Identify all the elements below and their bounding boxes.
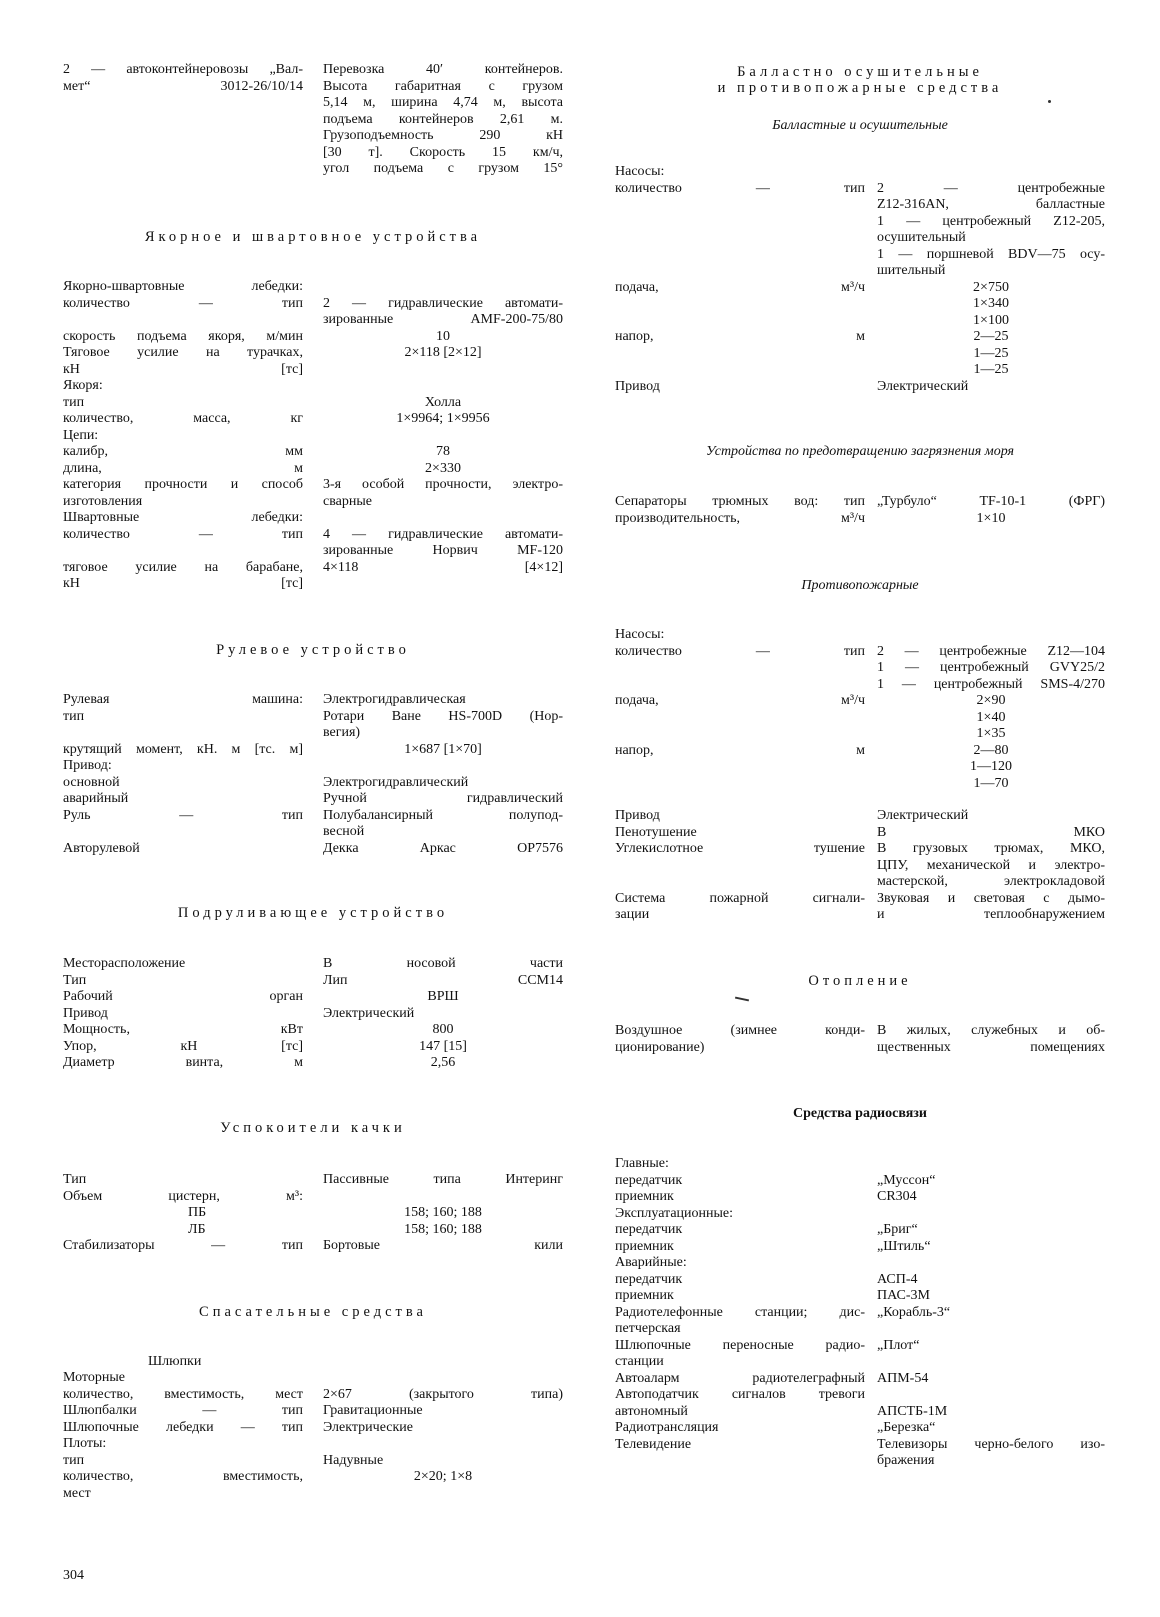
table-row: [63, 461, 563, 478]
table-row: [615, 379, 1105, 396]
row-value: 2×67 (закрытого типа): [323, 1386, 563, 1402]
row-label: Авторулевой: [63, 840, 140, 856]
row-label: Привод: [615, 378, 660, 394]
row-label: Пенотушение: [615, 824, 697, 840]
table-row: [63, 279, 563, 296]
table-row: [63, 378, 563, 395]
row-label: передатчик приемник: [615, 1222, 683, 1254]
row-value: „Муссон“ CR304: [877, 1172, 936, 1204]
row-value: 3-я особой прочности, электро- сварные: [323, 477, 563, 509]
row-value: Электрический: [877, 808, 969, 823]
table-row: [615, 891, 1105, 924]
row-value: Полубалансирный полупод- весной: [323, 807, 563, 839]
row-label: Главные:: [615, 1156, 669, 1171]
page-number: 304: [63, 1568, 84, 1583]
thruster-title: Подруливающее устройство: [177, 905, 449, 921]
table-row: [63, 1039, 563, 1056]
table-row: [615, 627, 1105, 644]
table-row: [63, 428, 563, 445]
row-label: Привод: [615, 808, 660, 823]
row-label: Тип: [63, 972, 87, 988]
row-label: Рабочий орган: [63, 989, 303, 1004]
table-row: [615, 1255, 1105, 1305]
thruster-table: [63, 956, 563, 1072]
steering-table: [63, 692, 563, 857]
row-label: Насосы:: [615, 164, 665, 179]
table-row: [63, 1436, 563, 1453]
row-value: Электрические: [323, 1419, 413, 1435]
row-value: Бортовые кили: [323, 1238, 563, 1253]
table-row: [63, 1172, 563, 1189]
lifesaving-title: Спасательные средства: [199, 1304, 427, 1320]
table-row: [63, 709, 563, 742]
row-value: В МКО: [877, 824, 1105, 840]
row-label: Углекислотное тушение: [615, 841, 865, 856]
row-value: 2—80 1—120 1—70: [970, 742, 1012, 791]
row-value: 4 — гидравлические автомати- зированные Норвич MF-120: [323, 526, 563, 558]
row-value: [303, 279, 563, 296]
row-label: напор, м: [615, 329, 865, 344]
row-value: „Корабль-3“: [877, 1304, 951, 1320]
row-value: 2×20; 1×8: [413, 1469, 473, 1484]
table-row: [63, 1222, 563, 1239]
row-value: Надувные: [323, 1452, 384, 1468]
table-row: [63, 395, 563, 412]
row-label: тип: [63, 1452, 85, 1468]
table-row: [63, 758, 563, 775]
row-label: производительность, м³/ч: [615, 510, 865, 526]
row-value: Электрический: [323, 1005, 415, 1021]
table-row: [63, 411, 563, 428]
row-value: [303, 1436, 563, 1453]
table-row: [63, 775, 563, 792]
table-row: [615, 792, 1105, 808]
row-value: [303, 510, 563, 527]
row-label: Мощность, кВт: [63, 1022, 303, 1037]
radio-table: [615, 1156, 1105, 1470]
table-row: [615, 1420, 1105, 1437]
row-label: Якоря:: [63, 378, 103, 393]
row-label: Шлюпочные лебедки — тип: [63, 1419, 303, 1435]
heating-title: Отопление: [808, 973, 912, 989]
row-value: 2×330: [425, 460, 461, 476]
table-row: [63, 1370, 563, 1387]
ballast-table: [615, 164, 1105, 395]
row-label: Привод: [63, 1005, 108, 1021]
row-value: 158; 160; 188: [404, 1205, 482, 1220]
table-row: [63, 477, 563, 510]
row-label: Рулевая машина:: [63, 692, 303, 707]
row-value: АПСТБ-1М: [877, 1403, 948, 1419]
table-row: [615, 511, 1105, 528]
lifesaving-table: [63, 1370, 563, 1502]
row-value: Электрогидравлическая: [323, 692, 466, 707]
row-value: [303, 1370, 563, 1387]
row-value: Электрический: [877, 378, 969, 394]
table-row: [63, 527, 563, 560]
row-label: Радиотрансляция: [615, 1420, 719, 1435]
row-value: Телевизоры черно-белого изо- бражения: [877, 1436, 1105, 1468]
row-value: 10: [436, 328, 450, 344]
row-value: 147 [15]: [419, 1038, 467, 1054]
lifesaving-subtitle: Шлюпки: [148, 1354, 202, 1369]
pollution-table: [615, 494, 1105, 527]
scan-mark: [735, 997, 749, 1002]
row-label: количество — тип: [63, 295, 303, 311]
row-label: Швартовные лебедки:: [63, 510, 303, 525]
row-label: количество, вместимость, мест: [63, 1386, 303, 1402]
table-row: [63, 692, 563, 709]
table-row: [63, 808, 563, 841]
row-value: ВРШ: [427, 989, 459, 1004]
row-value: В грузовых трюмах, МКО, ЦПУ, механической и электро- мастерской, электрокладовой: [877, 841, 1105, 889]
row-value: 1×9964; 1×9956: [396, 411, 490, 426]
row-label: Тип: [63, 1172, 87, 1187]
row-value: 158; 160; 188: [404, 1221, 482, 1237]
row-label: Система пожарной сигнали- зации: [615, 890, 865, 922]
table-row: [615, 693, 1105, 743]
row-value: Пассивные типа Интеринг: [323, 1172, 563, 1187]
table-row: [615, 1023, 1105, 1056]
row-label: подача, м³/ч: [615, 693, 865, 708]
table-row: [615, 743, 1105, 793]
row-value: [303, 378, 563, 395]
heating-table: [615, 1023, 1105, 1056]
row-value: 4×118 [4×12]: [323, 559, 563, 575]
row-label: тип: [63, 394, 85, 410]
top-item-label: 2 — автоконтейнеровозы „Вал- мет“ 3012-26/10/14: [63, 62, 303, 94]
row-label: Автоподатчик сигналов тревоги автономный: [615, 1387, 865, 1419]
row-value: Гравитационные: [323, 1403, 423, 1418]
table-row: [63, 841, 563, 858]
row-value: [865, 627, 1105, 644]
row-label: количество — тип: [615, 643, 865, 659]
table-row: [615, 644, 1105, 694]
row-value: [865, 1156, 1105, 1173]
row-label: Сепараторы трюмных вод: тип: [615, 494, 865, 509]
row-label: Моторные: [63, 1370, 125, 1385]
row-label: напор, м: [615, 742, 865, 758]
table-row: [615, 181, 1105, 280]
row-label: Месторасположение: [63, 956, 186, 971]
anchor-table: [63, 279, 563, 593]
row-label: Насосы:: [615, 627, 665, 642]
row-label: Телевидение: [615, 1436, 692, 1452]
row-value: Лип ССМ14: [323, 972, 563, 988]
row-value: 2—25 1—25 1—25: [973, 329, 1009, 377]
table-row: [615, 280, 1105, 330]
table-row: [63, 296, 563, 329]
fire-table: [615, 627, 1105, 924]
table-row: [615, 329, 1105, 379]
table-row: [615, 1387, 1105, 1420]
table-row: [63, 1387, 563, 1404]
row-label: Шлюпочные переносные радио- станции: [615, 1337, 865, 1369]
row-label: Стабилизаторы — тип: [63, 1238, 303, 1253]
top-item-value: Перевозка 40′ контейнеров. Высота габаритная с грузом 5,14 м, ширина 4,74 м, высота подъема контейнеров 2,61 м. Грузоподъемность 290 кН [30 т]. Скорость 15 км/ч, угол подъема с грузом 15°: [323, 62, 563, 176]
ballast-title-line2: и противопожарные средства: [717, 80, 1003, 96]
row-value: Декка Аркас OP7576: [323, 840, 563, 856]
table-row: [615, 1173, 1105, 1206]
table-row: [615, 164, 1105, 181]
fire-subtitle: Противопожарные: [801, 578, 919, 593]
row-value: 2×750 1×340 1×100: [973, 279, 1009, 328]
row-value: 1×687 [1×70]: [404, 741, 482, 757]
table-row: [63, 1238, 563, 1255]
table-row: [63, 1022, 563, 1039]
table-row: [615, 1371, 1105, 1388]
row-value: 1×10: [976, 510, 1006, 526]
row-value: 2,56: [430, 1055, 456, 1070]
row-label: Диаметр винта, м: [63, 1055, 303, 1070]
row-value: Звуковая и световая с дымо- и теплообнаружением: [877, 890, 1105, 922]
table-row: [615, 1437, 1105, 1470]
pollution-subtitle: Устройства по предотвращению загрязнения моря: [705, 444, 1015, 459]
table-row: [63, 329, 563, 346]
row-label: крутящий момент, кН. м [тс. м]: [63, 741, 303, 757]
row-label: аварийный: [63, 791, 129, 806]
table-row: [63, 444, 563, 461]
row-label: основной: [63, 774, 120, 790]
row-label: количество — тип: [615, 180, 865, 196]
table-row: [615, 825, 1105, 842]
table-row: [63, 1469, 563, 1502]
table-row: [615, 1206, 1105, 1223]
table-row: [63, 1055, 563, 1072]
row-value: [865, 792, 1105, 808]
row-value: АПМ-54: [877, 1370, 929, 1386]
row-value: Холла: [424, 394, 462, 410]
table-row: [63, 956, 563, 973]
row-label: количество, вместимость, мест: [63, 1469, 303, 1501]
row-value: В жилых, служебных и об- щественных помещениях: [877, 1023, 1105, 1055]
row-label: ПБ: [188, 1205, 207, 1220]
row-label: Аварийные: передатчик приемник: [615, 1255, 687, 1303]
table-row: [615, 494, 1105, 511]
row-value: В носовой части: [323, 956, 563, 971]
row-label: категория прочности и способ изготовления: [63, 477, 303, 509]
row-label: количество — тип: [63, 526, 303, 542]
radio-title: Средства радиосвязи: [793, 1106, 927, 1121]
table-row: [63, 742, 563, 759]
row-label: Якорно-швартовные лебедки:: [63, 279, 303, 294]
steering-title: Рулевое устройство: [216, 642, 410, 658]
row-value: 800: [432, 1022, 454, 1037]
table-row: [615, 1156, 1105, 1173]
row-value: [303, 428, 563, 445]
row-label: Цепи:: [63, 427, 99, 443]
row-value: „Бриг“ „Штиль“: [877, 1222, 931, 1254]
row-label: Руль — тип: [63, 807, 303, 823]
row-value: 2×90 1×40 1×35: [976, 693, 1006, 741]
row-value: Электрогидравлический: [323, 774, 469, 790]
row-value: „Березка“: [877, 1420, 936, 1435]
row-value: [865, 164, 1105, 181]
row-label: количество, масса, кг: [63, 411, 303, 426]
row-value: [303, 758, 563, 775]
stabilizers-title: Успокоители качки: [220, 1120, 406, 1136]
row-value: 2 — центробежные Z12—104 1 — центробежный GVY25/2 1 — центробежный SMS-4/270: [877, 643, 1105, 692]
table-row: [63, 973, 563, 990]
row-value: 78: [436, 444, 450, 459]
row-label: Объем цистерн, м³:: [63, 1188, 303, 1204]
anchor-title: Якорное и швартовное устройства: [144, 229, 482, 245]
table-row: [63, 560, 563, 593]
row-label: калибр, мм: [63, 444, 303, 459]
row-value: „Турбуло“ TF-10-1 (ФРГ): [877, 494, 1105, 509]
row-label: Плоты:: [63, 1436, 107, 1451]
row-label: тяговое усилие на барабане, кН [тс]: [63, 559, 303, 591]
row-label: Радиотелефонные станции; дис- петчерская: [615, 1304, 865, 1336]
table-row: [63, 1205, 563, 1222]
table-row: [615, 808, 1105, 825]
row-label: скорость подъема якоря, м/мин: [63, 328, 303, 344]
row-label: Шлюпбалки — тип: [63, 1403, 303, 1418]
table-row: [615, 1305, 1105, 1338]
table-row: [63, 791, 563, 808]
row-value: 2×118 [2×12]: [404, 345, 482, 360]
row-value: 2 — гидравлические автомати- зированные AMF-200-75/80: [323, 295, 563, 327]
ballast-subtitle: Балластные и осушительные: [772, 118, 948, 133]
table-row: [615, 841, 1105, 891]
row-value: „Плот“: [877, 1337, 920, 1353]
scan-dot: [1048, 100, 1051, 103]
row-label: Воздушное (зимнее конди- ционирование): [615, 1023, 865, 1055]
table-row: [63, 510, 563, 527]
table-row: [615, 1222, 1105, 1255]
row-label: Привод:: [63, 758, 112, 773]
row-value: 2 — центробежные Z12-316AN, балластные 1 — центробежный Z12-205, осушительный 1 — поршневой BDV—75 осу- шительный: [877, 180, 1105, 278]
table-row: [63, 345, 563, 378]
row-label: подача, м³/ч: [615, 279, 865, 295]
row-label: передатчик приемник: [615, 1172, 683, 1204]
stabilizers-table: [63, 1172, 563, 1255]
table-row: [63, 1403, 563, 1420]
ballast-title-line1: Балластно осушительные: [737, 64, 983, 80]
table-row: [63, 1453, 563, 1470]
table-row: [63, 989, 563, 1006]
table-row: [63, 1420, 563, 1437]
row-label: Упор, кН [тс]: [63, 1038, 303, 1054]
row-label: длина, м: [63, 460, 303, 476]
row-value: Ротари Ване HS-700D (Нор- вегия): [323, 708, 563, 740]
row-label: [615, 792, 865, 808]
top-item: [63, 62, 563, 178]
table-row: [615, 1338, 1105, 1371]
row-value: Ручной гидравлический: [323, 791, 563, 806]
row-value: [865, 1206, 1105, 1223]
row-label: ЛБ: [188, 1221, 206, 1237]
row-label: Эксплуатационные:: [615, 1205, 734, 1221]
row-value: [303, 1189, 563, 1206]
row-label: Автоаларм радиотелеграфный: [615, 1370, 865, 1386]
row-label: Тяговое усилие на турачках, кН [тс]: [63, 345, 303, 377]
table-row: [63, 1006, 563, 1023]
row-label: тип: [63, 708, 85, 724]
table-row: [63, 1189, 563, 1206]
row-value: АСП-4 ПАС-3М: [877, 1271, 930, 1303]
